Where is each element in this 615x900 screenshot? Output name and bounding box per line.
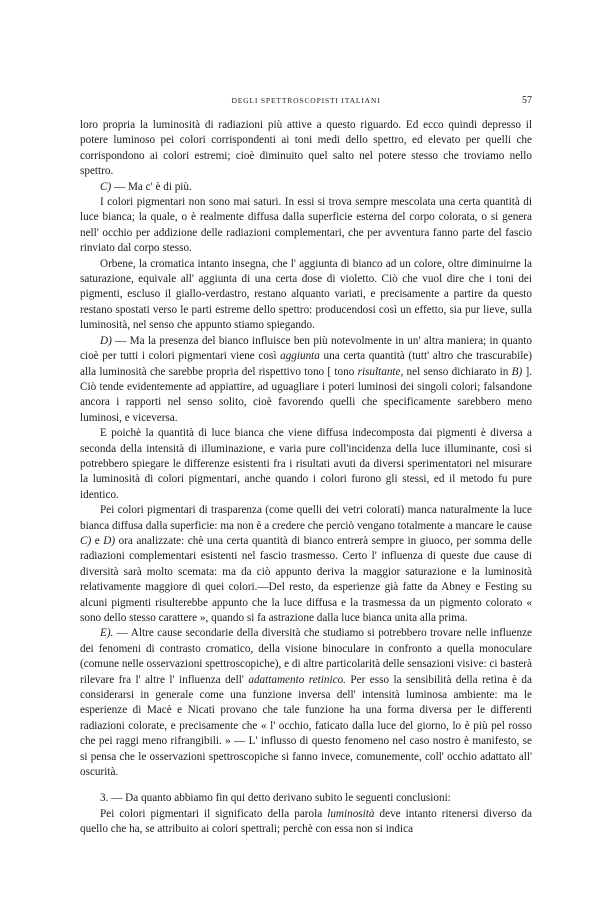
paragraph-chromatics: Orbene, la cromatica intanto insegna, che l' aggiunta di bianco ad un colore, oltre diminuirne la saturazione, equivale all' aggiunta di una certa dose di violetto. Ciò che vuol dire che i toni dei pigmenti, escluso il giallo-verdastro, restano alquanto variati, e precisamente a partire da questo restano spostati verso le parti estreme dello spettro: producendosi così un effetto, sia pur lieve, sulla luminosità, nel senso che appunto stiamo spiegando.	[80, 257, 532, 332]
section-label-c: C)	[100, 180, 112, 193]
paragraph-pigments-not-saturated: I colori pigmentari non sono mai saturi. In essi si trova sempre mescolata una certa quantità di luce bianca; la quale, o è realmente diffusa dalla superficie esterna del corpo colorata, o si genera nell' occhio per addizione delle radiazioni complementari, che per avventura fanno parte del fascio rinviato dal corpo stesso.	[80, 196, 532, 255]
section-label-d: D)	[100, 334, 112, 347]
paragraph-c-heading: C) — Ma c' è di più.	[100, 180, 192, 193]
paragraph-transparency-pigments: Pei colori pigmentari di trasparenza (come quelli dei vetri colorati) manca naturalmente la luce bianca diffusa dalla superficie: ma non è a credere che perciò vengano totalmente a mancare le cause C) e D) ora analizzate: chè una certa quantità di bianco entrerà sempre in giuoco, per somma delle radiazioni complementari esistenti nel fascio trasmesso. Certo l' influenza di queste due cause di diversità sarà molto scemata: ma da ciò appunto deriva la maggior saturazione e la luminosità relativamente maggiore di quei colori.—Del resto, da esperienze già fatte da Abney e Festing su alcuni pigmenti risulterebbe appunto che la luce diffusa e la trasmessa da un pigmento colorato « sono dello stesso carattere », quando si fa astrazione dalla luce bianca unita alla prima.	[80, 504, 532, 624]
page-number: 57	[522, 95, 532, 106]
body-text	[80, 118, 532, 838]
paragraph-section-3: 3. — Da quanto abbiamo fin qui detto derivano subito le seguenti conclusioni:	[100, 792, 451, 805]
paragraph-d-white-presence: D) — Ma la presenza del bianco influisce ben più notevolmente in un' altra maniera; in quanto cioè per tutti i colori pigmentari viene così aggiunta una certa quantità (tutt' altro che trascurabile) alla luminosità che sarebbe propria del rispettivo tono [ tono risultante, nel senso dichiarato in B) ]. Ciò tende evidentemente ad appiattire, ad uguagliare i poteri luminosi dei singoli colori; falsandone ancora i rapporti nel senso solito, cioè favorendo quelli che specificamente sarebbero meno luminosi, e viceversa.	[80, 334, 533, 424]
running-title: DEGLI SPETTROSCOPISTI ITALIANI	[231, 96, 381, 105]
paragraph-continuation: loro propria la luminosità di radiazioni più attive a questo riguardo. Ed ecco quindi depresso il potere luminoso pei colori corrispondenti ai toni medi dello spettro, ed elevato per quelli che corrispondono ai colori estremi; cioè diminuito quel salto nel potere stesso che troviamo nello spettro.	[80, 119, 532, 178]
paragraph-e-secondary-causes: E). — Altre cause secondarie della diversità che studiamo si potrebbero trovare nelle influenze dei fenomeni di contrasto cromatico, della visione binoculare in confronto a quella monoculare (comune nelle osservazioni spettroscopiche), e di altre particolarità delle sensazioni visive: ci basterà rilevare fra l' altre l' influenza dell' adattamento retinico. Per esso la sensibilità della retina è da considerarsi in generale come una funzione inversa dell' intensità luminosa ambiente: ma le esperienze di Macè e Nicati provano che tale funzione ha una forma diversa per le differenti radiazioni colorate, e precisamente che « l' occhio, faticato dalla luce del giorno, lo è più pel rosso che pei raggi meno rifrangibili. » — L' influsso di questo fenomeno nel caso nostro è manifesto, se si pensa che le osservazioni spettroscopiche si fanno invece, comunemente, coll' occhio adattato all' oscurità.	[80, 627, 532, 779]
paragraph-conclusions: Pei colori pigmentari il significato della parola luminosità deve intanto ritenersi diverso da quello che ha, se attribuito ai colori spettrali; perchè con essa non si indica	[80, 807, 532, 836]
section-label-e: E).	[100, 627, 114, 640]
paragraph-illumination-intensity: E poichè la quantità di luce bianca che viene diffusa indecomposta dai pigmenti è diversa a seconda della intensità di illuminazione, e varia pure coll'incidenza della luce illuminante, così si potrebbero spiegare le differenze esistenti fra i risultati avuti da diversi sperimentatori nel misurare la luminosità di colori pigmentari, anche quando i colori furono gli stessi, ed il metodo fu pure identico.	[80, 427, 532, 501]
page-header	[80, 96, 532, 110]
